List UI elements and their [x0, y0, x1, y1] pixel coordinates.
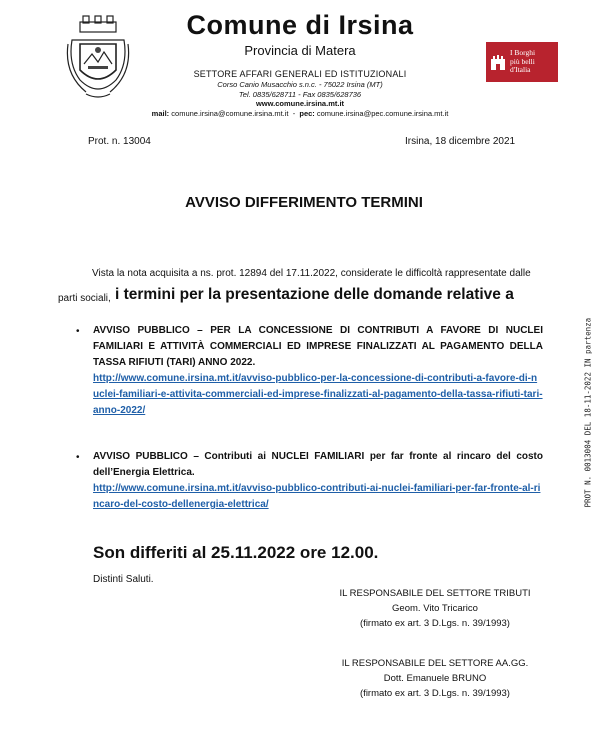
signature-block: [320, 656, 550, 701]
deferral-statement: Son differiti al 25.11.2022 ore 12.00.: [93, 543, 379, 562]
item-link[interactable]: http://www.comune.irsina.mt.it/avviso-pubblico-per-la-concessione-di-contributi-a-favore-di-nuclei-familiari-e-attivita-commerciali-ed-imprese-finalizzati-al-pagamento-della-tassa-rifiuti-tari-anno-2022/: [93, 373, 543, 416]
list-item: [93, 323, 543, 419]
notice-title: AVVISO DIFFERIMENTO TERMINI: [185, 194, 423, 211]
list-item: [93, 449, 543, 513]
document-date: Irsina, 18 dicembre 2021: [405, 136, 516, 147]
phone-line: Tel. 0835/628711 - Fax 0835/628736: [238, 90, 362, 99]
castle-icon: [486, 42, 510, 82]
signature-name: Geom. Vito Tricarico: [392, 603, 478, 614]
signature-role: IL RESPONSABILE DEL SETTORE AA.GG.: [341, 658, 529, 669]
borghi-line1: I Borghi: [510, 48, 536, 58]
signature-role: IL RESPONSABILE DEL SETTORE TRIBUTI: [339, 588, 531, 599]
protocol-number: Prot. n. 13004: [88, 136, 151, 147]
province-label: Provincia di Matera: [244, 43, 356, 58]
protocol-stamp: [578, 298, 593, 508]
coat-of-arms-icon: [66, 14, 130, 102]
item-link[interactable]: http://www.comune.irsina.mt.it/avviso-pubblico-contributi-ai-nuclei-familiari-per-far-fronte-al-rincaro-del-costo-dellenergia-elettrica/: [93, 483, 541, 510]
borghi-logo: [486, 42, 558, 82]
item-heading: AVVISO PUBBLICO – Contributi ai NUCLEI FAMILIARI per far fronte al rincaro del costo dell’Energia Elettrica.: [93, 451, 543, 478]
intro-line-1: Vista la nota acquisita a ns. prot. 12894 del 17.11.2022, considerate le difficoltà rappresentate dalle: [92, 268, 531, 279]
signature-note: (firmato ex art. 3 D.Lgs. n. 39/1993): [360, 618, 510, 629]
bullet-icon: •: [76, 452, 80, 463]
contact-line: mail: comune.irsina@comune.irsina.mt.it - pec: comune.irsina@pec.comune.irsina.mt.it: [151, 109, 449, 118]
website-link[interactable]: www.comune.irsina.mt.it: [255, 99, 345, 108]
address-line: Corso Canio Musacchio s.n.c. - 75022 Irsina (MT): [217, 80, 383, 89]
protocol-stamp-text: PROT N. 0013004 DEL 18-11-2022 IN partenza: [583, 317, 593, 508]
intro-line-2-big: i termini per la presentazione delle domande relative a: [115, 286, 514, 303]
bullet-icon: •: [76, 326, 80, 337]
municipality-title: Comune di Irsina: [186, 10, 414, 40]
intro-line-2-small: parti sociali,: [58, 293, 111, 304]
office-label: SETTORE AFFARI GENERALI ED ISTITUZIONALI: [193, 69, 407, 79]
mail-label: mail:: [151, 109, 170, 118]
greeting: Distinti Saluti.: [93, 574, 154, 585]
signature-name: Dott. Emanuele BRUNO: [383, 673, 487, 684]
borghi-line2: più belli: [510, 56, 535, 66]
signature-note: (firmato ex art. 3 D.Lgs. n. 39/1993): [360, 688, 510, 699]
item-heading: AVVISO PUBBLICO – PER LA CONCESSIONE DI CONTRIBUTI A FAVORE DI NUCLEI FAMILIARI E ATTIVITÀ COMMERCIALI ED IMPRESE FINALIZZATI AL PAGAMENTO DELLA TASSA RIFIUTI (TARI) ANNO 2022.: [93, 325, 543, 368]
pec-address[interactable]: comune.irsina@pec.comune.irsina.mt.it: [316, 109, 449, 118]
signature-block: [320, 586, 550, 631]
borghi-line3: d'Italia: [510, 65, 531, 75]
mail-address[interactable]: comune.irsina@comune.irsina.mt.it: [171, 109, 289, 118]
pec-label: pec:: [299, 109, 315, 118]
